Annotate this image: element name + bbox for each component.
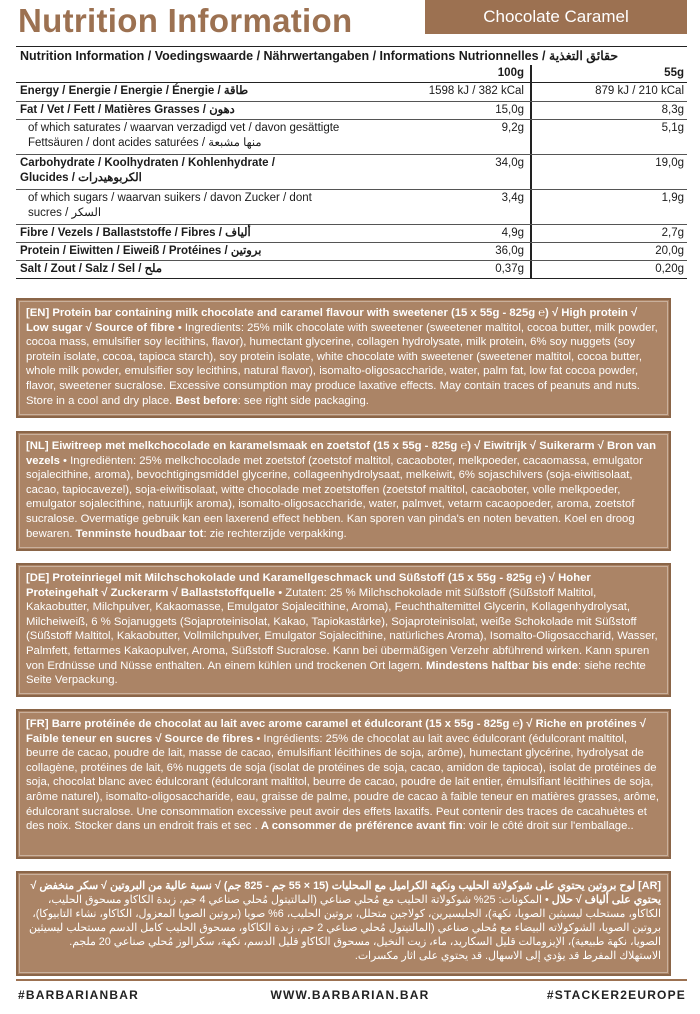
table-heading: Nutrition Information / Voedingswaarde / Nährwertangaben / Informations Nutrionnelles / حقائق التغذية — [20, 49, 619, 63]
page-title: Nutrition Information — [18, 2, 353, 39]
ingredients-fr — [16, 709, 671, 859]
ingredients-ar — [16, 871, 671, 976]
nutrition-table — [16, 46, 687, 279]
row-value-100g: 9,2g — [501, 122, 524, 134]
row-label: of which sugars / waarvan suikers / davon Zucker / dont sucres / السكر — [28, 192, 312, 219]
ingredients-en-title: [EN] Protein bar containing milk chocolate and caramel flavour with sweetener (15 x 55g - 825g ℮) √ High protein √ Low sugar √ Source of fibre — [26, 307, 638, 334]
row-value-55g: 20,0g — [655, 245, 684, 257]
ingredients-de-title: [DE] Proteinriegel mit Milchschokolade und Karamellgeschmack und Süßstoff (15 x 55g - 825g ℮) √ Hoher Proteingehalt √ Zuckerarm √ Ballaststoffquelle — [26, 572, 591, 599]
table-row — [16, 225, 687, 243]
table-row — [16, 261, 687, 279]
row-value-55g: 0,20g — [655, 263, 684, 275]
footer-divider — [16, 979, 687, 981]
footer-website: WWW.BARBARIAN.BAR — [270, 988, 430, 1002]
ingredients-de-best-text: : siehe rechte Seite Verpackung. — [26, 659, 646, 687]
row-value-55g: 2,7g — [661, 227, 684, 239]
row-label: Salt / Zout / Salz / Sel / ملح — [20, 263, 162, 275]
ingredients-ar-title: [AR] لوح بروتين يحتوي على شوكولاتة الحليب ونكهة الكراميل مع المحليات (15 × 55 جم - 825 جم) √ نسبة عالية من البروتين √ سكر منخفض √ يحتوي على ألياف √ حلال — [30, 880, 661, 906]
ingredients-de-best-label: Mindestens haltbar bis ende — [426, 659, 578, 672]
ingredients-en-best-text: : see right side packaging. — [237, 394, 369, 407]
ingredients-en-best-label: Best before — [175, 394, 238, 407]
row-value-55g: 8,3g — [661, 104, 684, 116]
row-value-55g: 19,0g — [655, 157, 684, 169]
row-label: Fibre / Vezels / Ballaststoffe / Fibres / ألياف — [20, 227, 251, 239]
ingredients-ar-body: • المكونات: 25% شوكولاتة الحليب مع مُحلي صناعي (المالتيتول مُحلي صناعي 4 جم، زبدة الكاكاو مسحوق الحليب، الكاكاو، مستحلب ليسيثين الصويا، نكهة)، الجليسيرين، كولاجين متحلل، بروتين الحليب، 6% صويا (بروتين الصويا المعزول، الكاكاو، نشاء التابيوكا)، بروتين الصويا، الشوكولاته البيضاء مع مُحلي صناعي (المالتيتول مُحلي صناعي 2 جم، زبدة الكاكاو، مسحوق الحليب كامل الدسم مستحلب ليسيثين الصويا، نكهة طبيعية)، الإيزومالت قليل السكاريد، ماء، زيت النخيل، مسحوق الكاكاو قليل الدسم، نكهة، سكرالوز مُحلي صناعي 20 ملجم. الاستهلاك المفرط قد يؤدي إلى الاسهال. قد يحتوي على اثار مكسرات. — [29, 894, 661, 962]
row-label: Energy / Energie / Energie / Énergie / طاقة — [20, 85, 249, 97]
ingredients-fr-best-text: : voir le côté droit sur l'emballage.. — [462, 820, 634, 833]
table-row — [16, 120, 687, 155]
table-row — [16, 155, 687, 190]
row-value-55g: 1,9g — [661, 192, 684, 204]
footer-hashtag-left: #BARBARIANBAR — [18, 988, 139, 1002]
row-value-100g: 34,0g — [495, 157, 524, 169]
ingredients-nl-title: [NL] Eiwitreep met melkchocolade en karamelsmaak en zoetstof (15 x 55g - 825g ℮) √ Eiwitrijk √ Suikerarm √ Bron van vezels — [26, 440, 656, 467]
ingredients-fr-title: [FR] Barre protéinée de chocolat au lait avec arome caramel et édulcorant (15 x 55g - 825g ℮) √ Riche en protéines √ Faible teneur en sucres √ Source de fibres — [26, 718, 646, 745]
row-value-100g: 3,4g — [501, 192, 524, 204]
ingredients-en — [16, 298, 671, 418]
flavor-badge: Chocolate Caramel — [425, 0, 687, 34]
row-value-100g: 0,37g — [495, 263, 524, 275]
table-row — [16, 243, 687, 261]
ingredients-de-body: • Zutaten: 25 % Milchschokolade mit Süßstoff (Süßstoff Maltitol, Kakaobutter, Milchpulver, Kakaomasse, Emulgator Sojalecithine, Aroma), Feuchthaltemittel Glycerin, Kollagenhydrolysat, Milcheiweiß, 6 % Sojanuggets (Sojaproteinisolat, Kakao, Tapiokastärke), Sojaproteinisolat, weiße Schokolade mit Süßstoff (Süßstoff Maltitol, Kakaobutter, Vollmilchpulver, Emulgator Sojalecithine, natürliches Aroma), Isomalto-Oligosaccharid, Wasser, Palmfett, fettarmes Kakaopulver, Aroma, Süßstoff Sucralose. Kann bei übermäßigen Verzehr abführend wirken. Kann spuren von Erdnüsse und Nüsse enthalten. An einem kühlen und trockenen Ort lagern. — [26, 586, 658, 672]
row-value-55g: 5,1g — [661, 122, 684, 134]
table-row — [16, 83, 687, 102]
row-label: Fat / Vet / Fett / Matières Grasses / دهون — [20, 104, 235, 116]
column-100g: 100g — [497, 67, 524, 79]
table-subheader — [16, 65, 687, 83]
ingredients-en-body: • Ingredients: 25% milk chocolate with sweetener (sweetener maltitol, cocoa butter, milk powder, cocoa mass, emulsifier soy lecithins, flavor), humectant glycerine, collagen hydrolysate, milk protein, 6% soy nuggets (soy protein isolate, cocoa, tapioca starch), soy protein isolate, white chocolate with sweetener (sweetener maltitol, cocoa butter, whole milk powder, emulsifier soy lecithins, natural flavor), isomalto-oligosaccharide, water, palm fat, low fat cocoa powder, flavor, sweetener sucralose. Excessive consumption may produce laxative effects. May contain traces of peanuts and nuts. Store in a cool and dry place. — [26, 321, 658, 407]
ingredients-fr-body: • Ingrédients: 25% de chocolat au lait avec édulcorant (édulcorant maltitol, beurre de cacao, poudre de lait, masse de cacao, émulsifiant lécithines de soja, arôme), humectant glycérine, hydrolysat de collagène, protéines de lait, 6% nuggets de soja (isolat de protéines de soja, cacao, amidon de tapioca), isolat de protéines de soja, chocolat blanc avec édulcorant (édulcorant maltitol, beurre de cacao, poudre de lait entier, émulsifiant lécithines de soja, arôme naturel), isomalto-oligosaccharide, eau, graisse de palme, poudre de cacao à faible teneur en matières grasses, arôme, édulcorant sucralose. Une consommation excessive peut avoir des effets laxatifs. Peut contenir des traces de cacahuètes et des noix. Stocker dans un endroit frais et sec . — [26, 732, 659, 833]
footer-hashtag-right: #STACKER2EUROPE — [546, 988, 686, 1002]
row-label: of which saturates / waarvan verzadigd vet / davon gesättigte Fettsäuren / dont acides saturées / منها مشبعة — [28, 122, 340, 149]
row-label: Carbohydrate / Koolhydraten / Kohlenhydrate / Glucides / الكربوهيدرات — [20, 157, 275, 184]
ingredients-de — [16, 563, 671, 697]
ingredients-nl-best-label: Tenminste houdbaar tot — [75, 527, 204, 540]
ingredients-fr-best-label: A consommer de préférence avant fin — [260, 820, 463, 833]
row-value-100g: 36,0g — [495, 245, 524, 257]
ingredients-nl-best-text: : zie rechterzijde verpakking. — [203, 527, 347, 540]
table-row — [16, 190, 687, 225]
row-label: Protein / Eiwitten / Eiweiß / Protéines / بروتين — [20, 245, 262, 257]
row-value-100g: 4,9g — [501, 227, 524, 239]
row-value-100g: 1598 kJ / 382 kCal — [428, 85, 524, 97]
ingredients-nl — [16, 431, 671, 551]
column-55g: 55g — [664, 67, 684, 79]
table-row — [16, 102, 687, 120]
row-value-100g: 15,0g — [495, 104, 524, 116]
table-heading-row — [16, 46, 687, 65]
row-value-55g: 879 kJ / 210 kCal — [595, 85, 684, 97]
ingredients-nl-body: • Ingrediënten: 25% melkchocolade met zoetstof (zoetstof maltitol, cacaoboter, melkpoeder, cacaomassa, emulgator sojalecithine, aroma), bevochtigingsmiddel glycerine, collageenhydrolysaat, melkeiwit, 6% sojaschilvers (soja-eiwitisolaat, cacao, tapiocavezel), soja-eiwitisolaat, witte chocolade met zoetstoffen (zoetstof maltitol, cacaoboter, volle melkpoeder, emulgator sojalecithine, natuurlijk aroma), isomalto-oligosaccharide, water, palmvet, vetarm cacaopoeder, aroma, zoetstof sucralose. Overmatige gebruik kan een laxerend effect hebben. Kan sporen van pinda's en noten bevatten. Koel en droog bewaren. — [26, 454, 643, 540]
